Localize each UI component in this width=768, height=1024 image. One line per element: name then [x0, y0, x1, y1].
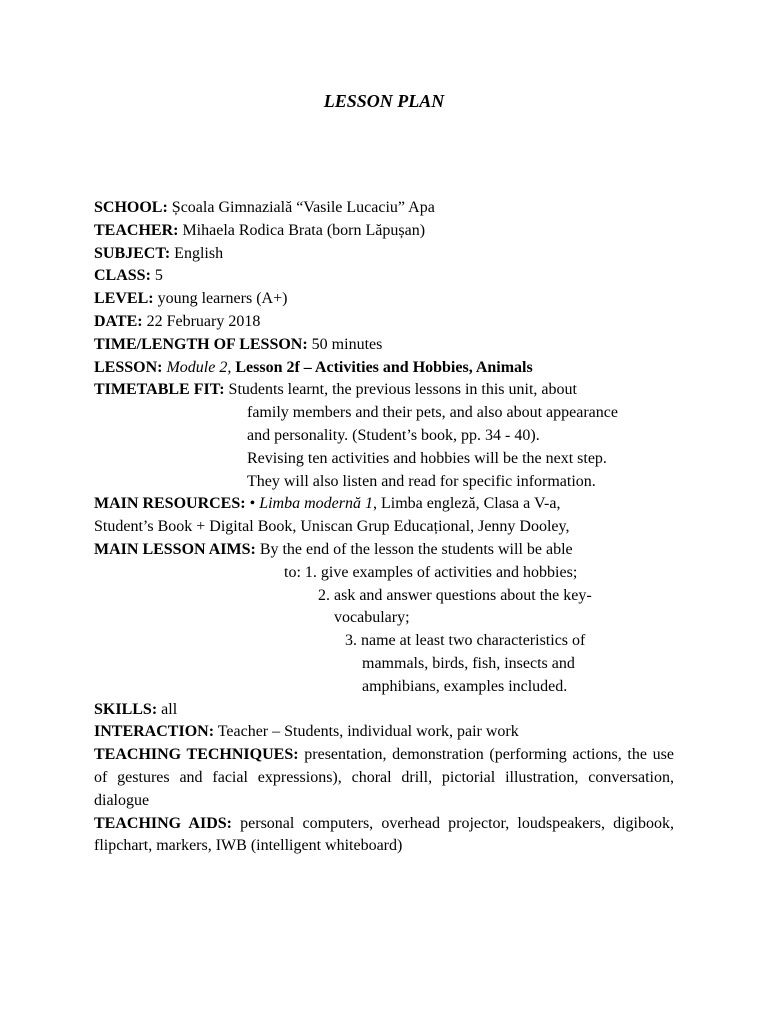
techniques-value: presentation, demonstration (performing actions, the use of gestures and facial expressions), choral drill, pictorial illustration, conversation, dialogue	[94, 746, 675, 809]
resources-label: MAIN RESOURCES:	[94, 495, 246, 513]
timetable-line-1	[94, 379, 674, 402]
aims-line-intro	[94, 539, 674, 562]
skills-label: SKILLS:	[94, 700, 158, 718]
teacher-value: Mihaela Rodica Brata (born Lăpușan)	[178, 221, 426, 239]
aims-item-3-cont-2: amphibians, examples included.	[362, 677, 568, 695]
interaction-line	[94, 721, 674, 744]
skills-line	[94, 699, 674, 722]
resources-text-1: , Limba engleză, Clasa a V-a,	[372, 495, 561, 513]
school-line	[94, 197, 674, 220]
teacher-line	[94, 220, 674, 243]
aims-intro: By the end of the lesson the students will be able	[255, 540, 573, 558]
class-line	[94, 265, 674, 288]
school-label: SCHOOL:	[94, 199, 168, 216]
aims-item-1: to: 1. give examples of activities and hobbies;	[284, 563, 578, 581]
timetable-text-1: Students learnt, the previous lessons in this unit, about	[224, 381, 577, 399]
time-label: TIME/LENGTH OF LESSON:	[94, 335, 308, 353]
date-label: DATE:	[94, 312, 143, 330]
techniques-label: TEACHING TECHNIQUES:	[94, 746, 299, 764]
date-value: 22 February 2018	[142, 312, 261, 330]
timetable-label: TIMETABLE FIT:	[94, 381, 225, 399]
aids-label: TEACHING AIDS:	[94, 814, 232, 832]
resources-line-2: Student’s Book + Digital Book, Uniscan Grup Educațional, Jenny Dooley,	[94, 518, 570, 536]
subject-label: SUBJECT:	[94, 244, 171, 262]
class-label: CLASS:	[94, 267, 151, 285]
date-line	[94, 311, 674, 334]
skills-value: all	[157, 700, 178, 718]
lesson-line	[94, 357, 674, 380]
aims-item-2: 2. ask and answer questions about the key-	[318, 586, 592, 604]
teacher-label: TEACHER:	[94, 221, 179, 239]
lesson-details	[94, 197, 674, 858]
level-line	[94, 288, 674, 311]
techniques-paragraph	[94, 744, 674, 812]
aims-item-2-cont: vocabulary;	[334, 609, 410, 627]
timetable-line-3: and personality. (Student’s book, pp. 34 - 40).	[247, 426, 540, 444]
interaction-value: Teacher – Students, individual work, pair work	[214, 723, 519, 741]
level-value: young learners (A+)	[153, 290, 288, 308]
timetable-line-4: Revising ten activities and hobbies will be the next step.	[247, 449, 607, 467]
lesson-label: LESSON:	[94, 358, 163, 376]
resources-bullet: •	[245, 495, 260, 513]
time-value: 50 minutes	[307, 335, 383, 353]
aids-paragraph	[94, 813, 674, 859]
time-line	[94, 334, 674, 357]
interaction-label: INTERACTION:	[94, 723, 215, 741]
lesson-title: Lesson 2f – Activities and Hobbies, Animals	[231, 358, 533, 376]
lesson-module: Module 2,	[162, 358, 232, 376]
resources-book-title: Limba modernă 1	[259, 495, 373, 513]
page-title: LESSON PLAN	[323, 91, 445, 111]
aims-item-3-cont-1: mammals, birds, fish, insects and	[362, 654, 575, 672]
aims-item-3: 3. name at least two characteristics of	[345, 632, 586, 650]
timetable-line-5: They will also listen and read for specific information.	[247, 472, 596, 490]
resources-line-1	[94, 493, 674, 516]
aims-label: MAIN LESSON AIMS:	[94, 540, 256, 558]
subject-line	[94, 243, 674, 266]
class-value: 5	[150, 267, 163, 285]
school-value: Școala Gimnazială “Vasile Lucaciu” Apa	[167, 199, 435, 216]
timetable-line-2: family members and their pets, and also about appearance	[247, 404, 618, 422]
level-label: LEVEL:	[94, 290, 154, 308]
subject-value: English	[170, 244, 224, 262]
aids-value: personal computers, overhead projector, loudspeakers, digibook, flipchart, markers, IWB (intelligent whiteboard)	[94, 814, 675, 855]
